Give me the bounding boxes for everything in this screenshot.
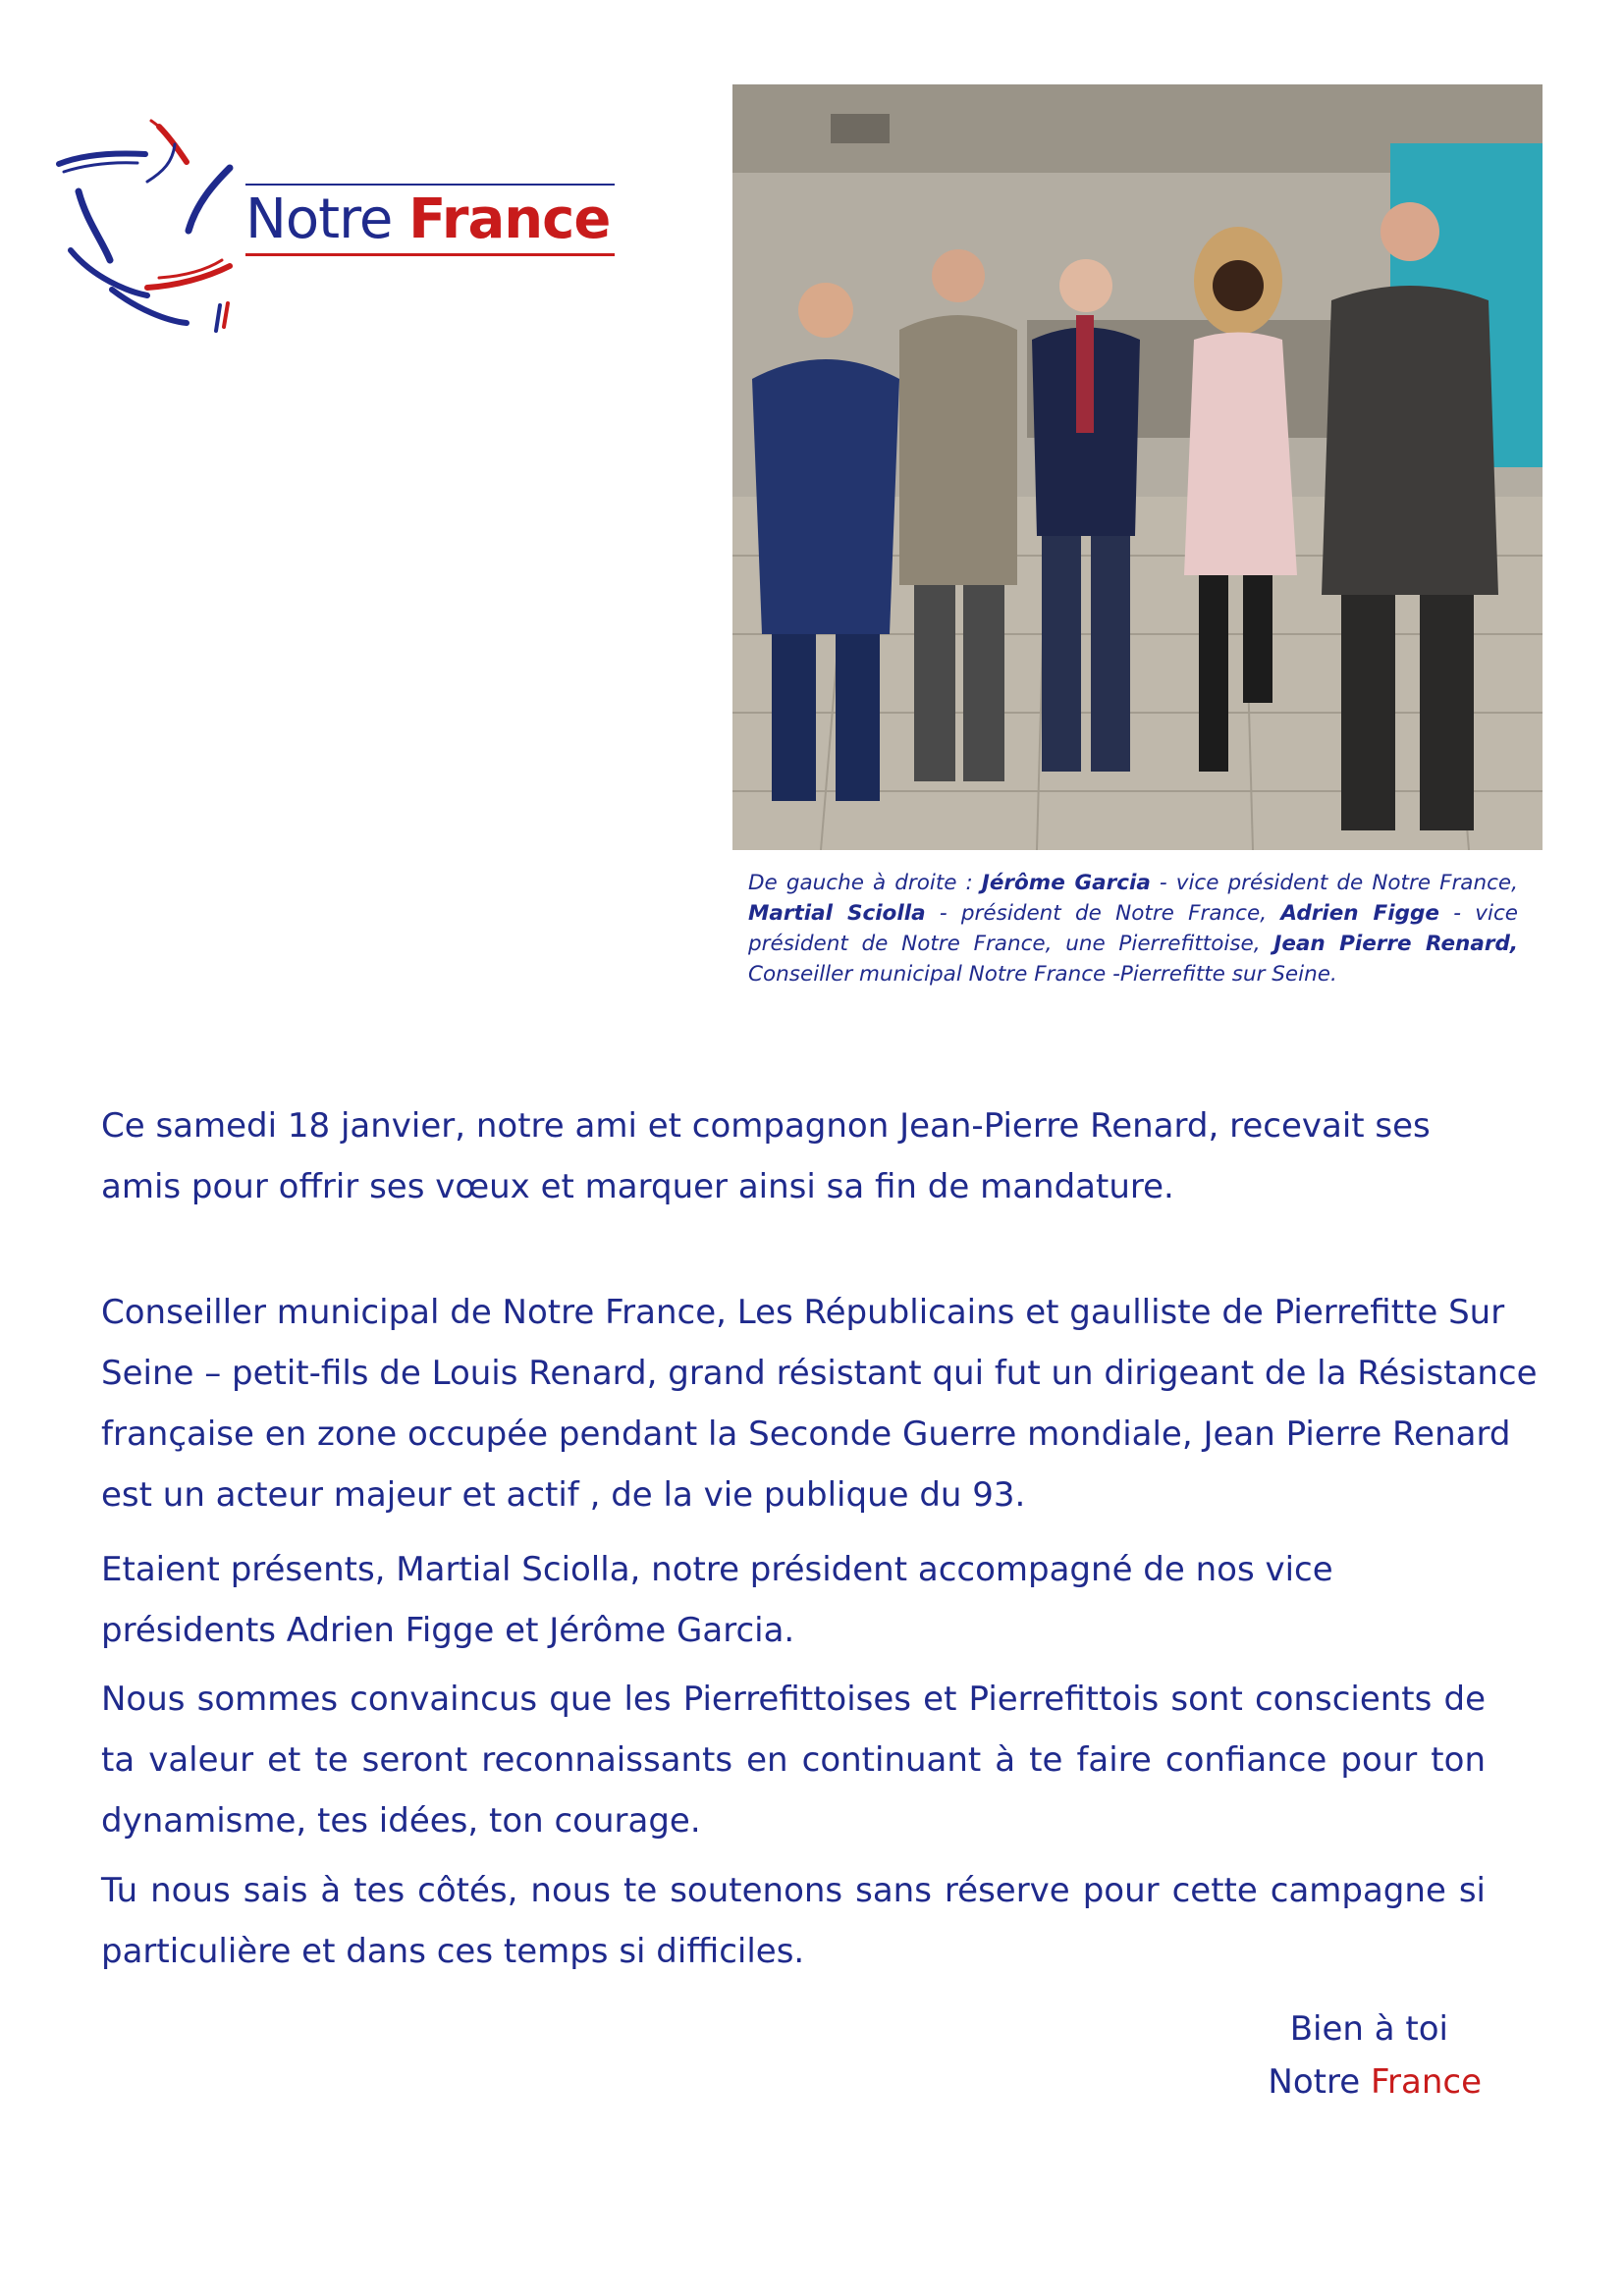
logo-word-france: France	[408, 187, 611, 251]
paragraph-support: Nous sommes convaincus que les Pierrefittoises et Pierrefittois sont conscients de ta valeur et te seront reconnaissants en continuant à te faire confiance pour ton dynamisme, tes idées, ton courage.	[101, 1680, 1486, 1841]
star-outline-icon	[49, 113, 245, 339]
paragraph-intro: Ce samedi 18 janvier, notre ami et compagnon Jean-Pierre Renard, recevait ses amis pour offrir ses vœux et marquer ainsi sa fin de mandature.	[101, 1106, 1431, 1206]
signature-org-france: France	[1370, 2062, 1482, 2102]
logo-word-notre: Notre	[245, 187, 393, 251]
notre-france-logo	[49, 113, 611, 339]
signature	[1268, 2002, 1482, 2109]
caption-role-garcia: - vice président de Notre France,	[1150, 871, 1518, 895]
caption-name-figge: Adrien Figge	[1280, 901, 1439, 926]
caption-role-figge: - vice président de Notre France, une Pierrefittoise,	[748, 901, 1518, 956]
logo-wordmark	[245, 184, 615, 256]
caption-name-sciolla: Martial Sciolla	[748, 901, 926, 926]
photo-caption	[748, 868, 1518, 989]
paragraph-attendees: Etaient présents, Martial Sciolla, notre président accompagné de nos vice présidents Adrien Figge et Jérôme Garcia.	[101, 1550, 1333, 1650]
paragraph-campaign: Tu nous sais à tes côtés, nous te soutenons sans réserve pour cette campagne si particulière et dans ces temps si difficiles.	[101, 1871, 1486, 1971]
signature-org	[1268, 2056, 1482, 2109]
paragraph-biography: Conseiller municipal de Notre France, Les Républicains et gaulliste de Pierrefitte Sur Seine – petit-fils de Louis Renard, grand résistant qui fut un dirigeant de la Résistance française en zone occupée pendant la Seconde Guerre mondiale, Jean Pierre Renard est un acteur majeur et actif , de la vie publique du 93.	[101, 1293, 1538, 1515]
group-photo	[732, 84, 1543, 850]
caption-lead: De gauche à droite :	[748, 871, 982, 895]
signature-greeting: Bien à toi	[1289, 2009, 1448, 2049]
caption-name-renard: Jean Pierre Renard,	[1273, 932, 1518, 956]
caption-role-sciolla: - président de Notre France,	[925, 901, 1281, 926]
caption-role-renard: Conseiller municipal Notre France -Pierrefitte sur Seine.	[748, 962, 1337, 987]
signature-org-notre: Notre	[1268, 2062, 1371, 2102]
caption-name-garcia: Jérôme Garcia	[981, 871, 1151, 895]
